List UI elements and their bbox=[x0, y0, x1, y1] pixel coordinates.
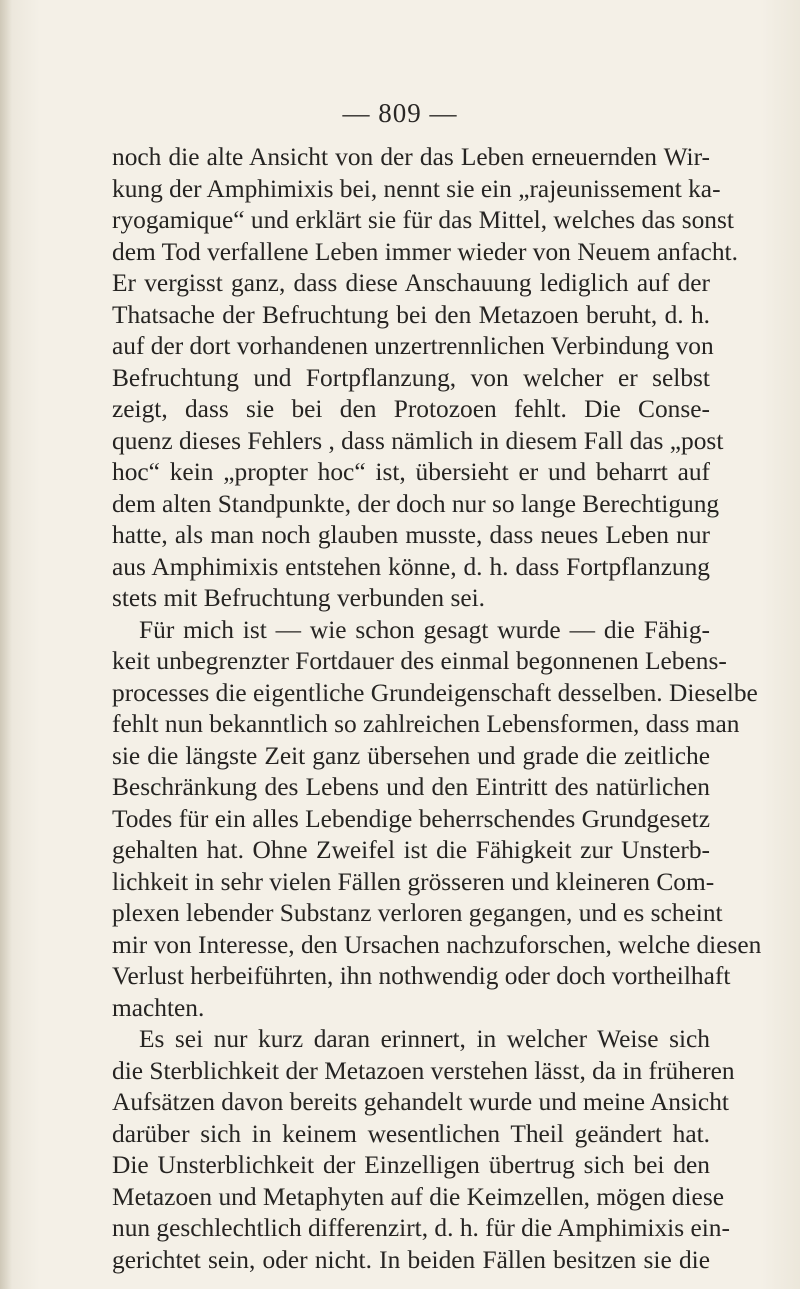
text-line: Er vergisst ganz, dass diese Anschauung lediglich auf der bbox=[112, 269, 710, 297]
text-line: sie die längste Zeit ganz übersehen und grade die zeitliche bbox=[112, 741, 710, 770]
text-line: gehalten hat. Ohne Zweifel ist die Fähigkeit zur Unsterb- bbox=[112, 836, 710, 864]
text-line: Aufsätzen davon bereits gehandelt wurde und meine Ansicht bbox=[112, 1088, 729, 1116]
text-line: noch die alte Ansicht von der das Leben erneuernden Wir- bbox=[112, 143, 710, 171]
text-line: machten. bbox=[112, 993, 205, 1022]
text-line: mir von Interesse, den Ursachen nachzuforschen, welche diesen bbox=[112, 930, 762, 959]
text-line: Todes für ein alles Lebendige beherrschendes Grundgesetz bbox=[112, 804, 710, 833]
text-line: kung der Amphimixis bei, nennt sie ein „rajeunissement ka- bbox=[112, 174, 721, 203]
text-line: darüber sich in keinem wesentlichen Theil geändert hat. bbox=[112, 1119, 710, 1148]
text-line: fehlt nun bekanntlich so zahlreichen Lebensformen, dass man bbox=[112, 710, 740, 738]
text-line: hatte, als man noch glauben musste, dass neues Leben nur bbox=[112, 521, 710, 549]
text-line: quenz dieses Fehlers , dass nämlich in diesem Fall das „post bbox=[112, 426, 724, 455]
text-line: zeigt, dass sie bei den Protozoen fehlt. Die Conse- bbox=[112, 395, 710, 423]
text-line: Befruchtung und Fortpflanzung, von welcher er selbst bbox=[112, 363, 710, 392]
text-line: nun geschlechtlich differenzirt, d. h. für die Amphimixis ein- bbox=[112, 1214, 730, 1242]
text-line: stets mit Befruchtung verbunden sei. bbox=[112, 584, 486, 612]
text-line: dem alten Standpunkte, der doch nur so lange Berechtigung bbox=[112, 489, 720, 518]
text-line: dem Tod verfallene Leben immer wieder von Neuem anfacht. bbox=[112, 237, 738, 266]
text-line: auf der dort vorhandenen unzertrennlichen Verbindung von bbox=[112, 332, 714, 360]
text-line: Metazoen und Metaphyten auf die Keimzellen, mögen diese bbox=[112, 1182, 724, 1211]
text-line: ryogamique“ und erklärt sie für das Mittel, welches das sonst bbox=[112, 206, 734, 234]
text-line: gerichtet sein, oder nicht. In beiden Fällen besitzen sie die bbox=[112, 1245, 710, 1274]
text-line: plexen lebender Substanz verloren gegangen, und es scheint bbox=[112, 899, 723, 927]
text-line: hoc“ kein „propter hoc“ ist, übersieht er und beharrt auf bbox=[112, 458, 710, 486]
text-line: die Sterblichkeit der Metazoen verstehen lässt, da in früheren bbox=[112, 1056, 735, 1085]
binding-shadow bbox=[0, 0, 12, 1289]
text-line: Für mich ist — wie schon gesagt wurde — die Fähig- bbox=[139, 615, 710, 644]
text-line: Verlust herbeiführten, ihn nothwendig oder doch vortheilhaft bbox=[112, 962, 731, 990]
page-number: — 809 — bbox=[342, 98, 458, 128]
text-line: Beschränkung des Lebens und den Eintritt des natürlichen bbox=[112, 773, 710, 801]
text-line: lichkeit in sehr vielen Fällen grösseren und kleineren Com- bbox=[112, 867, 715, 896]
text-line: Thatsache der Befruchtung bei den Metazoen beruht, d. h. bbox=[112, 300, 710, 329]
text-line: Die Unsterblichkeit der Einzelligen übertrug sich bei den bbox=[112, 1151, 710, 1179]
text-line: aus Amphimixis entstehen könne, d. h. dass Fortpflanzung bbox=[112, 552, 710, 581]
text-line: Es sei nur kurz daran erinnert, in welcher Weise sich bbox=[139, 1025, 710, 1053]
text-line: keit unbegrenzter Fortdauer des einmal begonnenen Lebens- bbox=[112, 647, 727, 675]
body-text bbox=[112, 142, 762, 1276]
text-line: processes die eigentliche Grundeigenschaft desselben. Dieselbe bbox=[112, 678, 758, 707]
